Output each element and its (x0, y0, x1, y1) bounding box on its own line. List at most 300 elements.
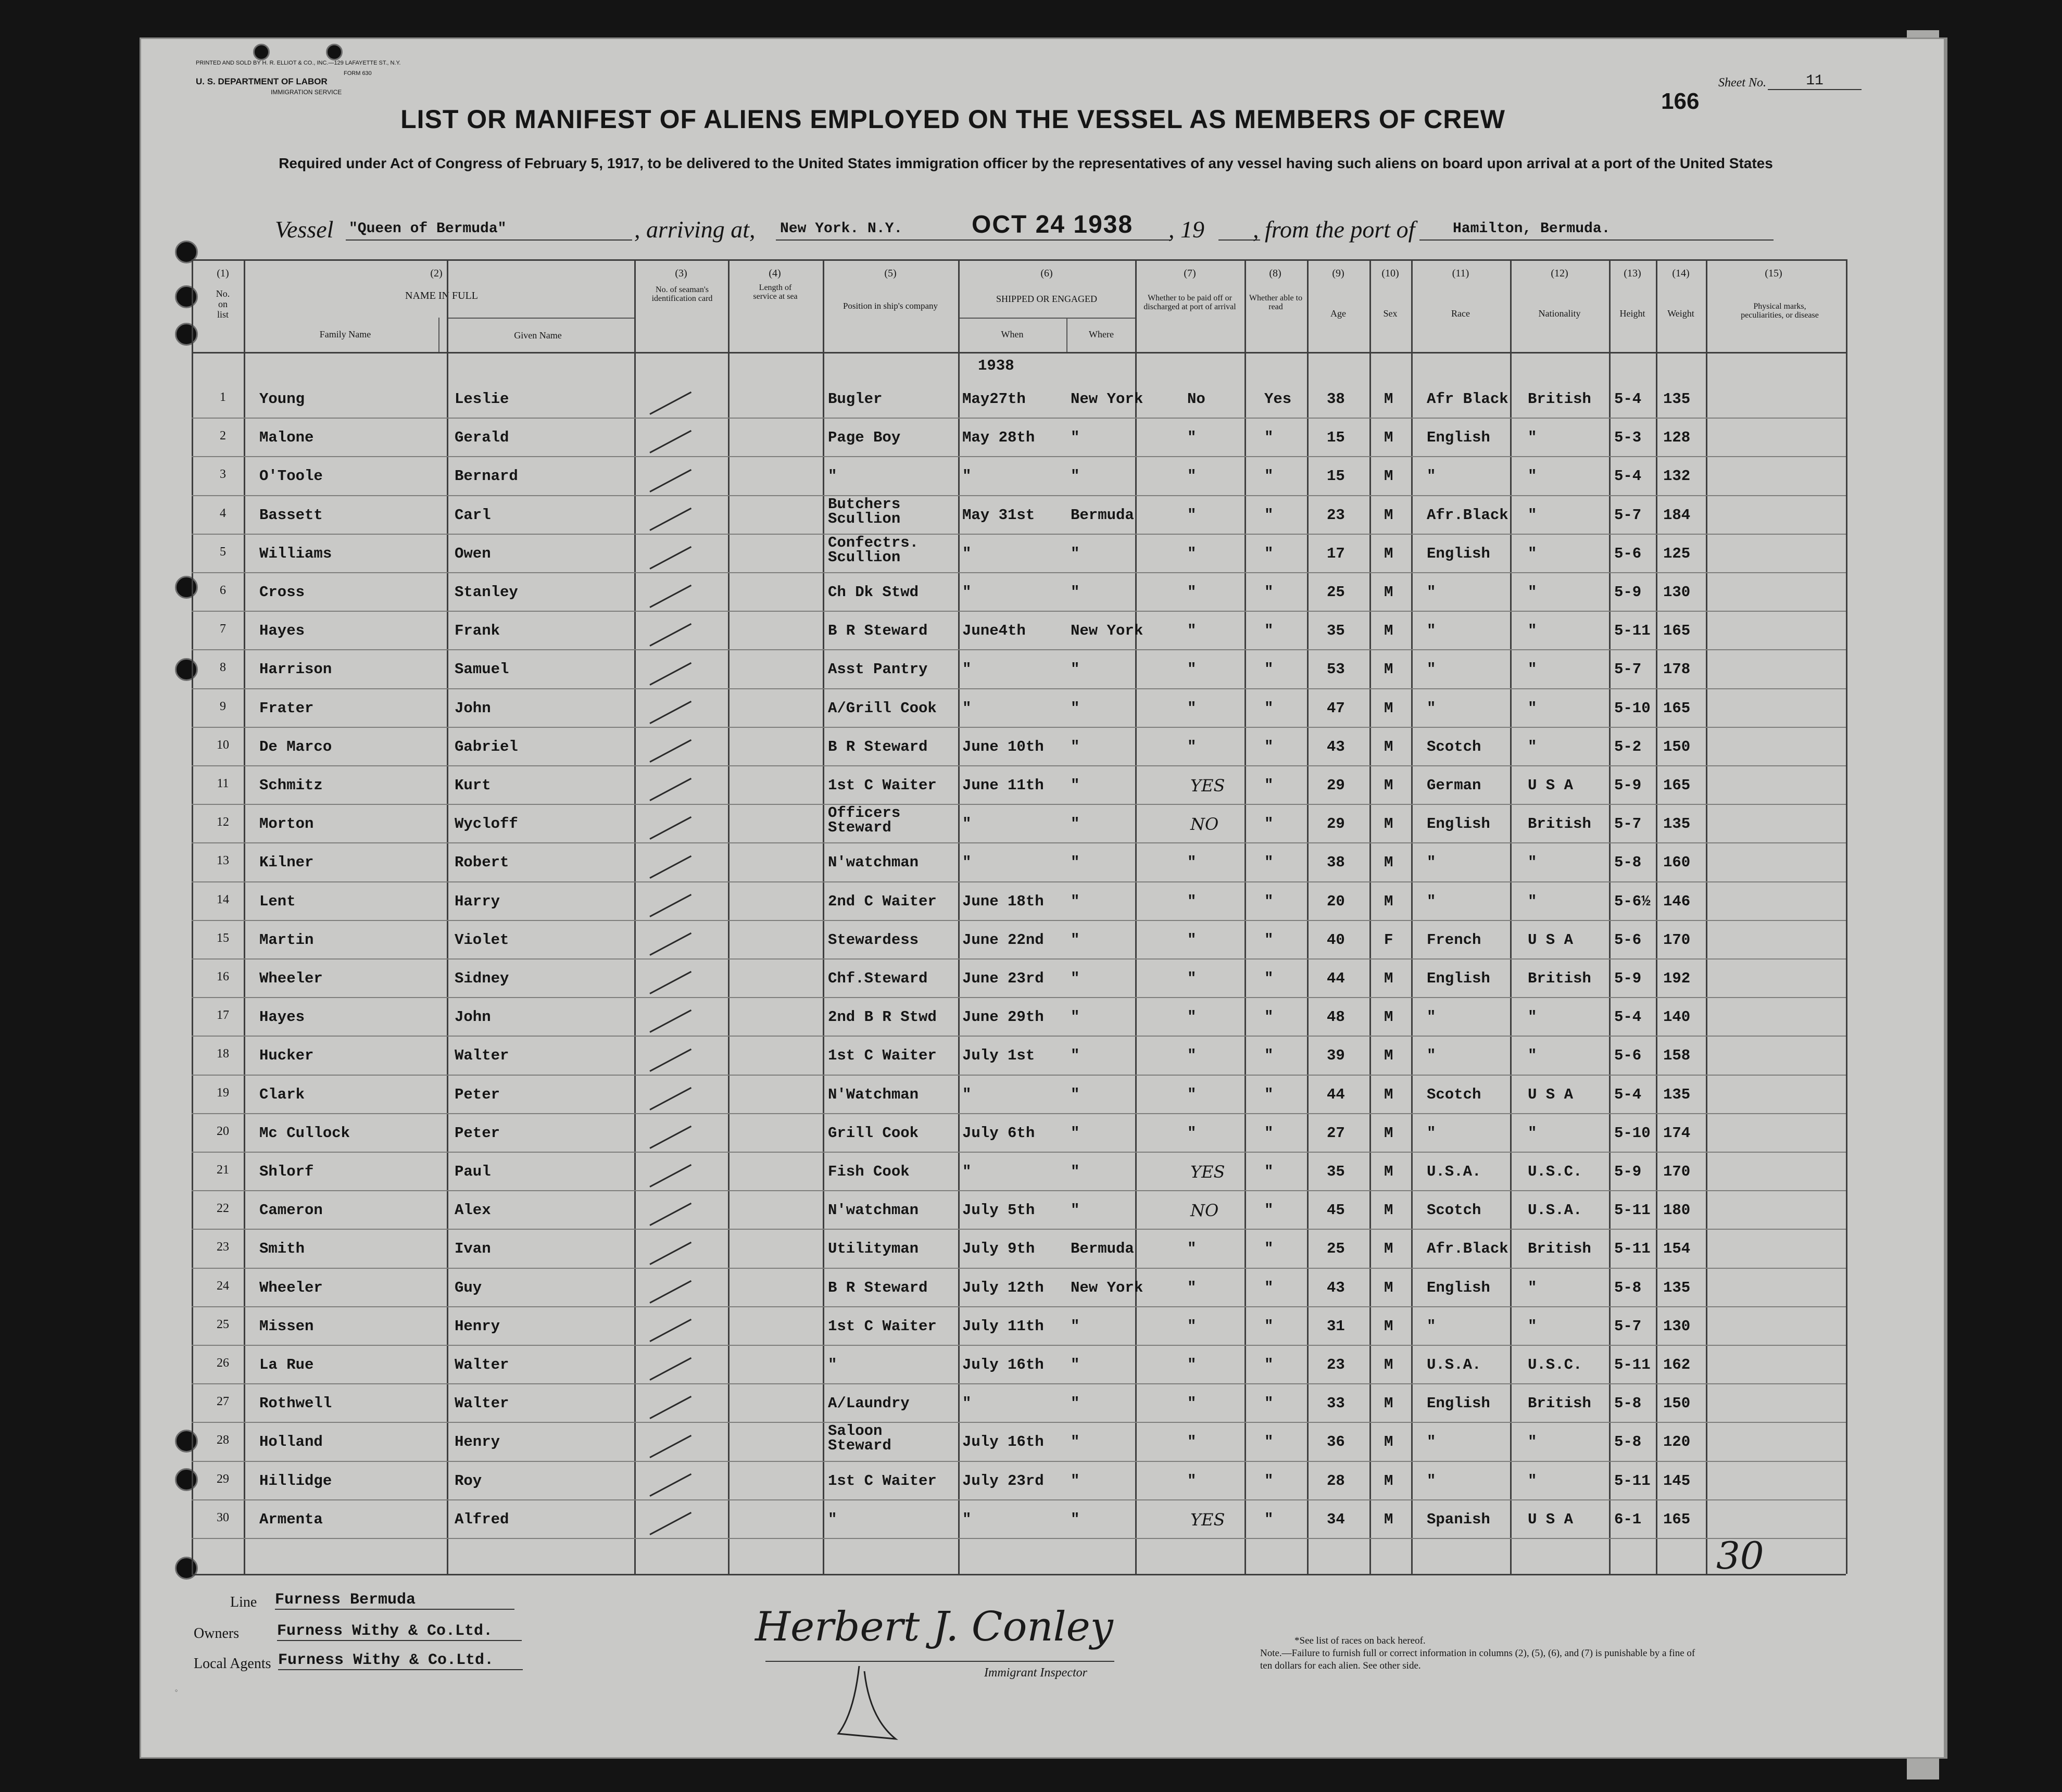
id-card-tick-mark (649, 508, 691, 531)
table-row (192, 1156, 1846, 1194)
id-card-tick-mark (649, 1049, 691, 1072)
age-cell: 15 (1327, 468, 1345, 485)
sex-cell: M (1384, 1124, 1393, 1142)
nationality-cell: " (1528, 1124, 1537, 1142)
shipped-when-cell: June 22nd (962, 931, 1044, 949)
race-cell: " (1427, 1433, 1436, 1451)
age-cell: 34 (1327, 1510, 1345, 1528)
table-right-border (1846, 259, 1847, 1574)
nationality-cell: U S A (1528, 1510, 1574, 1528)
shipped-where-cell: " (1071, 699, 1080, 717)
position-cell: N'Watchman (828, 1086, 919, 1103)
table-row (192, 460, 1846, 499)
shipped-subcol-divider (1066, 318, 1067, 352)
col1-header: No. on list (216, 288, 230, 320)
age-cell: 17 (1327, 545, 1345, 562)
family-name-cell: Hillidge (259, 1472, 332, 1490)
nationality-cell: " (1528, 699, 1537, 717)
able-to-read-cell: " (1264, 699, 1274, 717)
shipped-where-cell: " (1071, 1433, 1080, 1451)
race-cell: Scotch (1427, 738, 1481, 755)
family-name-cell: Missen (259, 1317, 314, 1335)
given-name-cell: John (455, 1008, 491, 1026)
height-cell: 5-7 (1614, 1317, 1642, 1335)
shipped-where-cell: " (1071, 545, 1080, 562)
given-name-cell: Peter (455, 1086, 500, 1103)
paid-off-cell: " (1187, 892, 1197, 910)
table-row (192, 886, 1846, 924)
row-number: 10 (217, 738, 229, 752)
col15-number: (15) (1765, 268, 1782, 279)
table-row (192, 495, 1846, 538)
weight-cell: 140 (1663, 1008, 1691, 1026)
row-number: 12 (217, 815, 229, 829)
able-to-read-cell: " (1264, 1279, 1274, 1296)
id-card-tick-mark (649, 1164, 691, 1188)
race-cell: U.S.A. (1427, 1356, 1481, 1373)
name-subcol-divider (438, 318, 439, 352)
sex-cell: M (1384, 622, 1393, 640)
age-cell: 45 (1327, 1202, 1345, 1219)
paid-off-cell: " (1187, 738, 1197, 755)
sex-cell: M (1384, 1395, 1393, 1412)
nationality-cell: " (1528, 1317, 1537, 1335)
paid-off-cell: YES (1190, 1509, 1225, 1530)
table-row (192, 576, 1846, 615)
family-name-cell: Lent (259, 892, 296, 910)
col3-number: (3) (675, 268, 687, 279)
row-number: 5 (220, 545, 226, 559)
paid-off-cell: " (1187, 1008, 1197, 1026)
able-to-read-cell: " (1264, 1047, 1274, 1065)
line-label: Line (230, 1594, 257, 1610)
arriving-label: , arriving at, (634, 216, 756, 243)
id-card-tick-mark (649, 1435, 691, 1458)
sex-cell: M (1384, 1510, 1393, 1528)
paid-off-cell: " (1187, 1086, 1197, 1103)
shipped-when-cell: July 23rd (962, 1472, 1044, 1490)
height-cell: 5-6 (1614, 931, 1642, 949)
shipped-where-cell: New York (1071, 622, 1143, 640)
paid-off-cell: " (1187, 1047, 1197, 1065)
weight-cell: 130 (1663, 1317, 1691, 1335)
weight-cell: 150 (1663, 1395, 1691, 1412)
table-row (192, 615, 1846, 653)
binder-hole-icon (253, 44, 270, 60)
paid-off-cell: " (1187, 931, 1197, 949)
shipped-where-cell: New York (1071, 1279, 1143, 1296)
sex-cell: M (1384, 506, 1393, 524)
row-number: 25 (217, 1317, 229, 1331)
position-cell: " (828, 1356, 837, 1373)
family-name-cell: De Marco (259, 738, 332, 755)
shipped-where-cell: " (1071, 468, 1080, 485)
given-name-cell: Bernard (455, 468, 518, 485)
binder-hole-icon (326, 44, 343, 60)
weight-cell: 135 (1663, 1279, 1691, 1296)
nationality-cell: " (1528, 506, 1537, 524)
race-cell: English (1427, 815, 1490, 833)
shipped-when-cell: " (962, 661, 972, 678)
able-to-read-cell: " (1264, 854, 1274, 872)
able-to-read-cell: " (1264, 931, 1274, 949)
position-cell: Confectrs. Scullion (828, 534, 919, 566)
paid-off-cell: " (1187, 854, 1197, 872)
shipped-where-cell: " (1071, 661, 1080, 678)
sex-cell: M (1384, 970, 1393, 987)
age-cell: 43 (1327, 1279, 1345, 1296)
col9-header: Age (1330, 308, 1346, 319)
position-cell: Page Boy (828, 429, 901, 447)
id-card-tick-mark (649, 816, 691, 840)
race-cell: " (1427, 468, 1436, 485)
inspector-label: Immigrant Inspector (984, 1666, 1087, 1680)
age-cell: 44 (1327, 1086, 1345, 1103)
age-cell: 23 (1327, 1356, 1345, 1373)
race-cell: Afr.Black (1427, 1240, 1508, 1258)
sex-cell: M (1384, 661, 1393, 678)
id-card-tick-mark (649, 701, 691, 724)
id-card-tick-mark (649, 1357, 691, 1381)
weight-cell: 146 (1663, 892, 1691, 910)
paid-off-cell: " (1187, 1395, 1197, 1412)
position-cell: " (828, 1510, 837, 1528)
id-card-tick-mark (649, 1319, 691, 1342)
table-header-border (192, 352, 1846, 354)
row-number: 7 (220, 622, 226, 636)
service-label: IMMIGRATION SERVICE (271, 89, 342, 96)
from-port: Hamilton, Bermuda. (1453, 221, 1611, 237)
col9-number: (9) (1332, 268, 1344, 279)
race-cell: " (1427, 892, 1436, 910)
table-row (192, 924, 1846, 963)
col5-header: Position in ship's company (843, 301, 938, 311)
height-cell: 5-9 (1614, 1163, 1642, 1180)
paid-off-cell: " (1187, 584, 1197, 601)
sex-cell: M (1384, 584, 1393, 601)
id-card-tick-mark (649, 469, 691, 493)
race-cell: Spanish (1427, 1510, 1490, 1528)
age-cell: 38 (1327, 854, 1345, 872)
col6-header: SHIPPED OR ENGAGED (996, 294, 1097, 304)
nationality-cell: " (1528, 1008, 1537, 1026)
arriving-rule (776, 239, 1172, 241)
col10-number: (10) (1381, 268, 1399, 279)
position-cell: 1st C Waiter (828, 1047, 937, 1065)
name-header-divider (447, 318, 634, 319)
id-card-tick-mark (649, 855, 691, 879)
race-cell: " (1427, 1008, 1436, 1026)
sheet-number: 11 (1768, 73, 1862, 90)
given-name-cell: Alfred (455, 1510, 509, 1528)
weight-cell: 162 (1663, 1356, 1691, 1373)
given-name-cell: Gerald (455, 429, 509, 447)
weight-cell: 135 (1663, 390, 1691, 408)
shipped-where-cell: " (1071, 1202, 1080, 1219)
row-number: 28 (217, 1433, 229, 1447)
row-number: 17 (217, 1008, 229, 1023)
sex-cell: M (1384, 892, 1393, 910)
shipped-where-cell: " (1071, 931, 1080, 949)
family-name-cell: La Rue (259, 1356, 314, 1373)
weight-cell: 128 (1663, 429, 1691, 447)
table-row (192, 692, 1846, 731)
col6-number: (6) (1040, 268, 1053, 279)
family-name-cell: Kilner (259, 854, 314, 872)
able-to-read-cell: " (1264, 1086, 1274, 1103)
shipped-when-cell: May 31st (962, 506, 1035, 524)
family-name-cell: Bassett (259, 506, 323, 524)
height-cell: 5-7 (1614, 661, 1642, 678)
shipped-where-cell: " (1071, 1395, 1080, 1412)
family-name-cell: Malone (259, 429, 314, 447)
given-name-cell: John (455, 699, 491, 717)
family-name-cell: Hucker (259, 1047, 314, 1065)
shipped-when-cell: " (962, 584, 972, 601)
given-name-cell: Alex (455, 1202, 491, 1219)
nationality-cell: U S A (1528, 931, 1574, 949)
weight-cell: 158 (1663, 1047, 1691, 1065)
nationality-cell: " (1528, 738, 1537, 755)
row-number: 19 (217, 1086, 229, 1100)
shipped-when-cell: July 12th (962, 1279, 1044, 1296)
able-to-read-cell: " (1264, 584, 1274, 601)
id-card-tick-mark (649, 1396, 691, 1419)
weight-cell: 174 (1663, 1124, 1691, 1142)
family-name-cell: Hayes (259, 622, 305, 640)
given-name-cell: Guy (455, 1279, 482, 1296)
family-name-cell: Cameron (259, 1202, 323, 1219)
shipped-when-cell: July 16th (962, 1356, 1044, 1373)
able-to-read-cell: " (1264, 1395, 1274, 1412)
shipped-where-cell: " (1071, 1317, 1080, 1335)
age-cell: 29 (1327, 777, 1345, 794)
id-card-tick-mark (649, 1473, 691, 1497)
table-row (192, 804, 1846, 847)
shipped-where-cell: " (1071, 854, 1080, 872)
paid-off-cell: " (1187, 1240, 1197, 1258)
given-name-cell: Wycloff (455, 815, 518, 833)
weight-cell: 120 (1663, 1433, 1691, 1451)
age-cell: 20 (1327, 892, 1345, 910)
given-name-cell: Walter (455, 1047, 509, 1065)
sex-cell: M (1384, 429, 1393, 447)
height-cell: 5-7 (1614, 506, 1642, 524)
race-cell: Afr Black (1427, 390, 1508, 408)
weight-cell: 154 (1663, 1240, 1691, 1258)
id-card-tick-mark (649, 392, 691, 415)
position-cell: 1st C Waiter (828, 777, 937, 794)
weight-cell: 145 (1663, 1472, 1691, 1490)
race-cell: " (1427, 1124, 1436, 1142)
col7-header: Whether to be paid off or discharged at port of arrival (1143, 294, 1236, 311)
shipped-where-cell: " (1071, 1472, 1080, 1490)
sex-cell: M (1384, 1472, 1393, 1490)
given-name-cell: Robert (455, 854, 509, 872)
height-cell: 5-11 (1614, 1356, 1651, 1373)
given-name-cell: Owen (455, 545, 491, 562)
family-name-cell: Wheeler (259, 1279, 323, 1296)
position-cell: A/Laundry (828, 1395, 910, 1412)
shipped-when-cell: " (962, 1395, 972, 1412)
position-cell: " (828, 468, 837, 485)
weight-cell: 184 (1663, 506, 1691, 524)
row-number: 8 (220, 661, 226, 675)
inspector-signature: Herbert J. Conley (755, 1604, 1113, 1650)
page-number: 166 (1661, 89, 1700, 114)
sex-cell: M (1384, 1279, 1393, 1296)
col14-header: Weight (1667, 308, 1694, 319)
id-card-tick-mark (649, 546, 691, 570)
shipped-where-cell: " (1071, 970, 1080, 987)
shipped-where-cell: " (1071, 1008, 1080, 1026)
arriving-port: New York. N.Y. (780, 221, 903, 237)
row-number: 16 (217, 970, 229, 983)
sex-cell: M (1384, 854, 1393, 872)
shipped-where-cell: " (1071, 1124, 1080, 1142)
shipped-where-cell: " (1071, 815, 1080, 833)
weight-cell: 135 (1663, 1086, 1691, 1103)
paid-off-cell: " (1187, 468, 1197, 485)
given-name-cell: Kurt (455, 777, 491, 794)
weight-cell: 130 (1663, 584, 1691, 601)
family-name-cell: Martin (259, 931, 314, 949)
row-number: 3 (220, 468, 226, 482)
sex-cell: M (1384, 468, 1393, 485)
paid-off-cell: " (1187, 506, 1197, 524)
age-cell: 23 (1327, 506, 1345, 524)
age-cell: 28 (1327, 1472, 1345, 1490)
row-number: 22 (217, 1202, 229, 1216)
shipped-when-cell: May 28th (962, 429, 1035, 447)
shipped-where-cell: New York (1071, 390, 1143, 408)
position-cell: B R Steward (828, 738, 928, 755)
family-name-cell: O'Toole (259, 468, 323, 485)
age-cell: 43 (1327, 738, 1345, 755)
signature-rule (765, 1661, 1114, 1662)
sex-cell: M (1384, 545, 1393, 562)
shipped-where-cell: " (1071, 1163, 1080, 1180)
table-top-border (192, 259, 1846, 261)
age-cell: 40 (1327, 931, 1345, 949)
shipped-when-cell: " (962, 468, 972, 485)
weight-cell: 125 (1663, 545, 1691, 562)
race-cell: " (1427, 699, 1436, 717)
col2-number: (2) (430, 268, 443, 279)
row-number: 1 (220, 390, 226, 404)
owners-value: Furness Withy & Co.Ltd. (277, 1622, 522, 1641)
row-number: 9 (220, 699, 226, 713)
table-row (192, 1079, 1846, 1117)
position-cell: Chf.Steward (828, 970, 928, 987)
id-card-tick-mark (649, 430, 691, 453)
race-cell: English (1427, 545, 1490, 562)
paid-off-cell: YES (1190, 1162, 1225, 1182)
given-name-cell: Paul (455, 1163, 491, 1180)
able-to-read-cell: " (1264, 1240, 1274, 1258)
position-cell: Bugler (828, 390, 883, 408)
shipped-when-cell: July 5th (962, 1202, 1035, 1219)
shipped-when-cell: " (962, 545, 972, 562)
paid-off-cell: No (1187, 390, 1205, 408)
family-name-cell: Clark (259, 1086, 305, 1103)
position-cell: A/Grill Cook (828, 699, 937, 717)
race-cell: Afr.Black (1427, 506, 1508, 524)
height-cell: 5-4 (1614, 390, 1642, 408)
age-cell: 31 (1327, 1317, 1345, 1335)
race-cell: English (1427, 1395, 1490, 1412)
table-row (192, 1504, 1846, 1542)
able-to-read-cell: " (1264, 1317, 1274, 1335)
age-cell: 36 (1327, 1433, 1345, 1451)
shipped-when-cell: July 9th (962, 1240, 1035, 1258)
printed-mark: ○ (175, 1688, 178, 1693)
row-number: 23 (217, 1240, 229, 1254)
height-cell: 5-9 (1614, 970, 1642, 987)
race-cell: " (1427, 622, 1436, 640)
weight-cell: 165 (1663, 777, 1691, 794)
sex-cell: M (1384, 1163, 1393, 1180)
sex-cell: M (1384, 1356, 1393, 1373)
id-card-tick-mark (649, 739, 691, 763)
col13-number: (13) (1624, 268, 1641, 279)
row-number: 30 (217, 1510, 229, 1524)
shipped-when-cell: May27th (962, 390, 1026, 408)
family-name-cell: Frater (259, 699, 314, 717)
signature-flourish-icon (828, 1666, 911, 1749)
height-cell: 5-4 (1614, 1086, 1642, 1103)
height-cell: 5-9 (1614, 584, 1642, 601)
family-name-cell: Williams (259, 545, 332, 562)
paid-off-cell: NO (1190, 814, 1219, 835)
position-cell: Grill Cook (828, 1124, 919, 1142)
table-row (192, 769, 1846, 808)
age-cell: 15 (1327, 429, 1345, 447)
col10-header: Sex (1383, 308, 1398, 319)
shipped-when-cell: June 18th (962, 892, 1044, 910)
table-row (192, 653, 1846, 692)
race-cell: " (1427, 1472, 1436, 1490)
shipped-when-cell: July 11th (962, 1317, 1044, 1335)
position-cell: N'watchman (828, 854, 919, 872)
id-card-tick-mark (649, 1512, 691, 1535)
paid-off-cell: YES (1190, 776, 1225, 796)
shipped-where-cell: " (1071, 738, 1080, 755)
year-row: 1938 (978, 357, 1014, 374)
col6-where-header: Where (1089, 329, 1114, 339)
paid-off-cell: " (1187, 1356, 1197, 1373)
table-row (192, 1387, 1846, 1426)
nationality-cell: British (1528, 815, 1591, 833)
shipped-when-cell: June 11th (962, 777, 1044, 794)
given-name-cell: Henry (455, 1433, 500, 1451)
sex-cell: M (1384, 1202, 1393, 1219)
crew-table (192, 259, 1846, 1578)
row-number: 21 (217, 1163, 229, 1177)
family-name-cell: Smith (259, 1240, 305, 1258)
paid-off-cell: " (1187, 1279, 1197, 1296)
table-row (192, 847, 1846, 885)
col7-number: (7) (1184, 268, 1196, 279)
height-cell: 5-3 (1614, 429, 1642, 447)
nationality-cell: " (1528, 892, 1537, 910)
age-cell: 44 (1327, 970, 1345, 987)
nationality-cell: " (1528, 1433, 1537, 1451)
weight-cell: 180 (1663, 1202, 1691, 1219)
age-cell: 53 (1327, 661, 1345, 678)
able-to-read-cell: " (1264, 1433, 1274, 1451)
col13-header: Height (1619, 308, 1645, 319)
